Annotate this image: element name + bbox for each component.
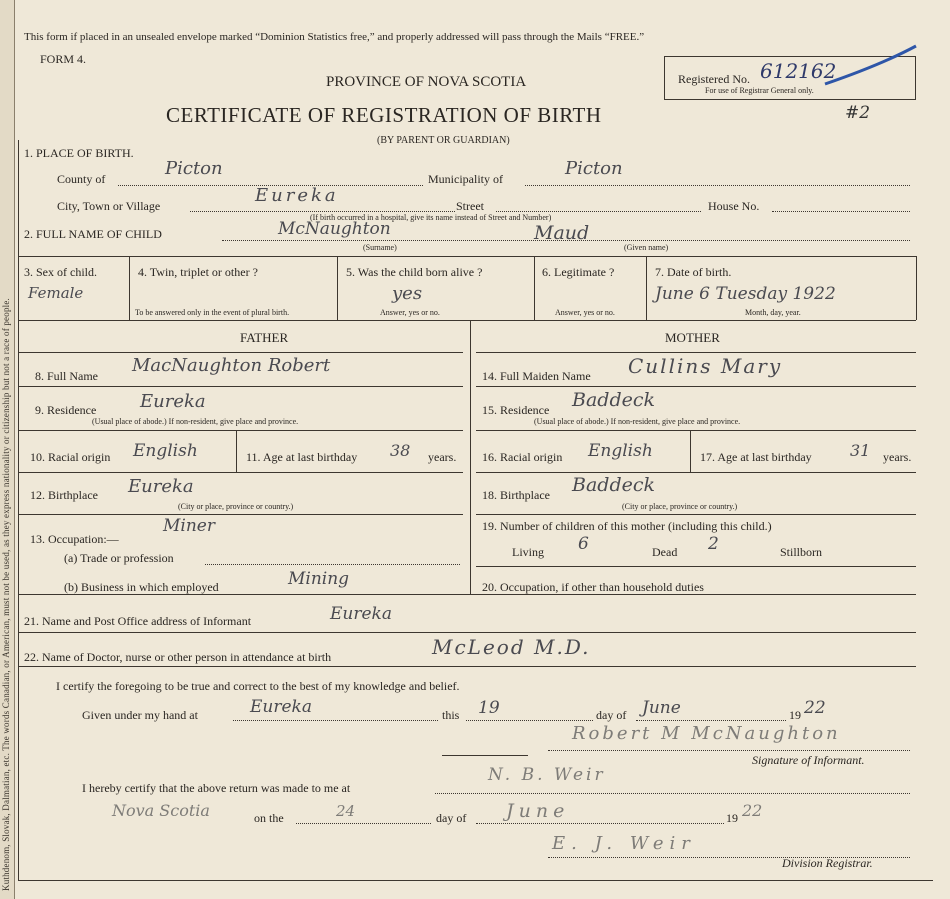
father-name-label: 8. Full Name — [35, 369, 98, 383]
house-no-label: House No. — [708, 199, 760, 213]
certificate-subtitle: (BY PARENT OR GUARDIAN) — [377, 135, 510, 146]
mother-racial-label: 16. Racial origin — [482, 450, 563, 464]
legitimate-label: 6. Legitimate ? — [542, 265, 615, 279]
day-of-label-2: day of — [436, 811, 467, 825]
rule-f4 — [18, 514, 463, 515]
signature-line — [548, 750, 910, 751]
street-label: Street — [456, 199, 484, 213]
trade-value: Miner — [163, 516, 215, 536]
divider-3 — [534, 256, 535, 320]
father-name-value: MacNaughton Robert — [132, 355, 331, 376]
divider-2 — [337, 256, 338, 320]
year-prefix-label-2: 19 — [726, 811, 738, 825]
mother-racial-value: English — [588, 441, 653, 461]
given-day-line — [466, 720, 593, 721]
twin-note: To be answered only in the event of plural birth. — [135, 308, 290, 317]
registered-note: For use of Registrar General only. — [705, 86, 814, 95]
side-margin-text: Kuthdenom, Slovak, Dalmatian, etc. The words Canadian, or American, must not be used, as they express nationality or citizenship but not a race of people. — [1, 298, 11, 891]
left-border — [18, 140, 19, 880]
certificate-title: CERTIFICATE OF REGISTRATION OF BIRTH — [166, 103, 602, 127]
doctor-label: 22. Name of Doctor, nurse or other person in attendance at birth — [24, 650, 332, 664]
mother-residence-value: Baddeck — [572, 389, 656, 411]
sex-label: 3. Sex of child. — [24, 265, 97, 279]
father-residence-label: 9. Residence — [35, 403, 97, 417]
county-value: Picton — [165, 158, 223, 179]
trade-line — [205, 564, 460, 565]
rule-informant — [18, 632, 916, 633]
dead-value: 2 — [708, 534, 719, 554]
surname-value: McNaughton — [278, 219, 391, 239]
made-at-value: N. B. Weir — [488, 765, 606, 785]
father-racial-value: English — [133, 441, 198, 461]
father-heading: FATHER — [240, 330, 289, 345]
city-line — [190, 211, 455, 212]
province-heading: PROVINCE OF NOVA SCOTIA — [326, 74, 527, 90]
hereby-label: I hereby certify that the above return was made to me at — [82, 781, 351, 795]
street-line — [496, 211, 701, 212]
alive-note: Answer, yes or no. — [380, 308, 440, 317]
given-at-line — [233, 720, 438, 721]
on-month-line — [476, 823, 724, 824]
rule-m5 — [476, 566, 916, 567]
mother-age-divider — [690, 430, 691, 472]
on-month-value: June — [506, 800, 570, 822]
mother-age-label: 17. Age at last birthday — [700, 450, 812, 464]
mother-birthplace-note: (City or place, province or country.) — [622, 502, 738, 511]
doctor-value: McLeod M.D. — [432, 635, 591, 659]
mail-notice: This form if placed in an unsealed envelope marked “Dominion Statistics free,” and properly addressed will pass through the Mails “FREE.” — [24, 31, 645, 43]
divider-1 — [129, 256, 130, 320]
surname-note: (Surname) — [363, 243, 397, 252]
divider-4 — [646, 256, 647, 320]
children-label: 19. Number of children of this mother (including this child.) — [482, 519, 772, 533]
sex-value: Female — [28, 284, 84, 302]
father-birthplace-label: 12. Birthplace — [30, 488, 98, 502]
registrar-signature: E. J. Weir — [552, 833, 696, 854]
rule-top-boxes — [18, 256, 916, 257]
rule-father-header — [18, 352, 463, 353]
rule-f2 — [18, 430, 463, 431]
rule-parents-bottom — [18, 594, 916, 595]
mother-heading: MOTHER — [665, 330, 720, 345]
municipality-line — [525, 185, 910, 186]
city-label: City, Town or Village — [57, 199, 161, 213]
living-value: 6 — [578, 534, 589, 554]
place-of-birth-label: 1. PLACE OF BIRTH. — [24, 146, 134, 160]
mother-occupation-label: 20. Occupation, if other than household duties — [482, 580, 704, 594]
place-value: Nova Scotia — [112, 801, 210, 820]
business-value: Mining — [288, 569, 350, 589]
alive-value: yes — [392, 283, 423, 304]
registered-label: Registered No. — [678, 72, 750, 86]
on-the-label: on the — [254, 811, 284, 825]
legitimate-note: Answer, yes or no. — [555, 308, 615, 317]
form-number: FORM 4. — [40, 52, 87, 66]
side-margin-strip — [0, 0, 15, 899]
father-birthplace-note: (City or place, province or country.) — [178, 502, 294, 511]
father-racial-label: 10. Racial origin — [30, 450, 111, 464]
bottom-border — [18, 880, 933, 881]
dead-label: Dead — [652, 545, 678, 559]
twin-label: 4. Twin, triplet or other ? — [138, 265, 258, 279]
living-label: Living — [512, 545, 544, 559]
rule-bottom-boxes — [18, 320, 916, 321]
registrar-mark: #2 — [845, 103, 871, 123]
father-birthplace-value: Eureka — [128, 476, 194, 497]
rule-f1 — [18, 386, 463, 387]
father-abode-note: (Usual place of abode.) If non-resident, give place and province. — [92, 417, 299, 426]
given-at-value: Eureka — [250, 697, 312, 717]
father-age-divider — [236, 430, 237, 472]
rule-m4 — [476, 514, 916, 515]
rule-mother-header — [476, 352, 916, 353]
hospital-note: (If birth occurred in a hospital, give its name instead of Street and Number) — [310, 213, 552, 222]
given-name-value: Maud — [534, 222, 590, 244]
given-name-note: (Given name) — [624, 243, 669, 252]
short-rule — [442, 755, 528, 756]
trade-label: (a) Trade or profession — [64, 551, 174, 565]
mother-years-label: years. — [883, 450, 912, 464]
occupation-label: 13. Occupation:— — [30, 532, 119, 546]
given-under-label: Given under my hand at — [82, 708, 198, 722]
mother-residence-label: 15. Residence — [482, 403, 550, 417]
on-year-value: 22 — [742, 801, 763, 820]
rule-f3 — [18, 472, 463, 473]
rule-m1 — [476, 386, 916, 387]
mother-name-value: Cullins Mary — [628, 354, 783, 378]
on-day-value: 24 — [336, 802, 356, 820]
informant-value: Eureka — [330, 604, 392, 624]
on-day-line — [296, 823, 431, 824]
house-no-line — [772, 211, 910, 212]
mother-abode-note: (Usual place of abode.) If non-resident, give place and province. — [534, 417, 741, 426]
divider-5 — [916, 256, 917, 320]
given-year-value: 22 — [804, 698, 826, 718]
certify-statement: I certify the foregoing to be true and correct to the best of my knowledge and belief. — [56, 679, 460, 693]
municipality-label: Municipality of — [428, 172, 503, 186]
given-month-value: June — [642, 698, 681, 718]
year-prefix-label: 19 — [789, 708, 801, 722]
date-value: June 6 Tuesday 1922 — [655, 284, 836, 304]
date-note: Month, day, year. — [745, 308, 801, 317]
rule-m3 — [476, 472, 916, 473]
blue-pencil-stroke — [820, 42, 920, 92]
given-day-value: 19 — [478, 698, 500, 718]
this-label: this — [442, 708, 460, 722]
alive-label: 5. Was the child born alive ? — [346, 265, 483, 279]
father-years-label: years. — [428, 450, 457, 464]
father-residence-value: Eureka — [140, 391, 206, 412]
mother-name-label: 14. Full Maiden Name — [482, 369, 591, 383]
father-age-label: 11. Age at last birthday — [246, 450, 358, 464]
registered-number: 612162 — [760, 59, 837, 83]
day-of-label: day of — [596, 708, 627, 722]
mother-age-value: 31 — [850, 441, 871, 460]
given-month-line — [636, 720, 786, 721]
informant-label: 21. Name and Post Office address of Informant — [24, 614, 252, 628]
county-label: County of — [57, 172, 106, 186]
stillborn-label: Stillborn — [780, 545, 823, 559]
municipality-value: Picton — [565, 158, 623, 179]
registrar-caption: Division Registrar. — [782, 856, 873, 870]
made-at-line — [435, 793, 910, 794]
mother-birthplace-value: Baddeck — [572, 474, 656, 496]
father-age-value: 38 — [390, 441, 411, 460]
rule-m2 — [476, 430, 916, 431]
mother-birthplace-label: 18. Birthplace — [482, 488, 550, 502]
city-value: Eureka — [255, 185, 339, 206]
signature-caption: Signature of Informant. — [752, 753, 865, 767]
business-label: (b) Business in which employed — [64, 580, 219, 594]
informant-signature: Robert M McNaughton — [572, 723, 841, 744]
parents-divider — [470, 320, 471, 594]
date-label: 7. Date of birth. — [655, 265, 732, 279]
rule-doctor — [18, 666, 916, 667]
full-name-label: 2. FULL NAME OF CHILD — [24, 227, 162, 241]
